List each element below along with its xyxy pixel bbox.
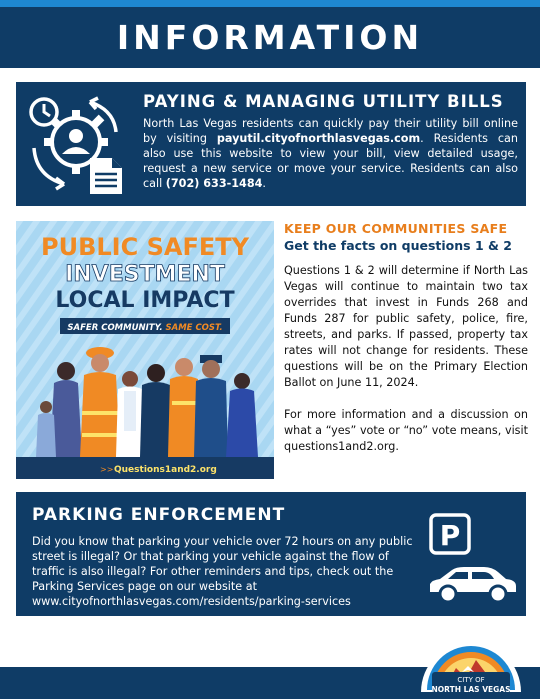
- safe-subheading: Get the facts on questions 1 & 2: [284, 238, 512, 253]
- promo-headline-line-2: INVESTMENT: [65, 262, 225, 287]
- utility-bills-title: PAYING & MANAGING UTILITY BILLS: [143, 92, 504, 111]
- svg-text:CITY OF: CITY OF: [457, 676, 485, 684]
- promo-arrow-icon: >>: [100, 465, 114, 474]
- parking-enforcement-section: [16, 492, 526, 616]
- page-title: INFORMATION: [116, 18, 424, 57]
- svg-text:P: P: [439, 519, 461, 552]
- utility-text-2: . Residents can also use this website to view your bill, view detailed usage, request a new service or move your service. Residents can also call: [143, 132, 518, 190]
- top-accent-stripe: [0, 0, 540, 7]
- utility-text-1: North Las Vegas residents can quickly pay their utility bill online by visiting: [143, 117, 518, 145]
- promo-headline-line-1: PUBLIC SAFETY: [41, 233, 249, 261]
- parking-description: Did you know that parking your vehicle over 72 hours on any public street is illegal? Or that parking your vehicle against the flow of traffic is also illegal? For other reminders and tips, check out the Parking Services page on our website at www.cityofnorthlasvegas.com/residents/parking-services: [32, 535, 413, 608]
- safe-paragraph-1: Questions 1 & 2 will determine if North Las Vegas will continue to maintain two tax overrides that invest in Funds 268 and Funds 287 for public safety, police, fire, streets, and parks. If passed, property tax rates will not change for residents. These questions will be on the Primary Election Ballot on June 11, 2024.: [284, 264, 528, 389]
- header-bar: [0, 7, 540, 68]
- keep-communities-safe-section: [284, 221, 528, 455]
- parking-sign-icon: [429, 513, 471, 555]
- parking-title: PARKING ENFORCEMENT: [32, 505, 286, 525]
- utility-bills-description: [143, 116, 518, 191]
- utility-text-3: .: [262, 177, 266, 190]
- safe-heading: KEEP OUR COMMUNITIES SAFE: [284, 221, 508, 236]
- city-of-north-las-vegas-logo: [418, 620, 524, 699]
- safe-paragraph-2: For more information and a discussion on what a “yes” vote or “no” vote means, visit questions1and2.org.: [284, 408, 528, 453]
- utility-billing-icon: [26, 92, 130, 196]
- public-safety-promo-graphic: [16, 221, 274, 479]
- utility-phone-number[interactable]: (702) 633-1484: [165, 177, 263, 190]
- promo-url[interactable]: Questions1and2.org: [114, 465, 217, 475]
- utility-pay-link[interactable]: payutil.cityofnorthlasvegas.com: [216, 132, 421, 145]
- car-icon: [424, 562, 520, 606]
- promo-headline-line-3: LOCAL IMPACT: [55, 288, 235, 313]
- svg-text:NORTH LAS VEGAS: NORTH LAS VEGAS: [431, 685, 511, 694]
- utility-bills-section: [16, 82, 526, 206]
- promo-tagline: SAFER COMMUNITY. SAME COST.: [67, 323, 223, 333]
